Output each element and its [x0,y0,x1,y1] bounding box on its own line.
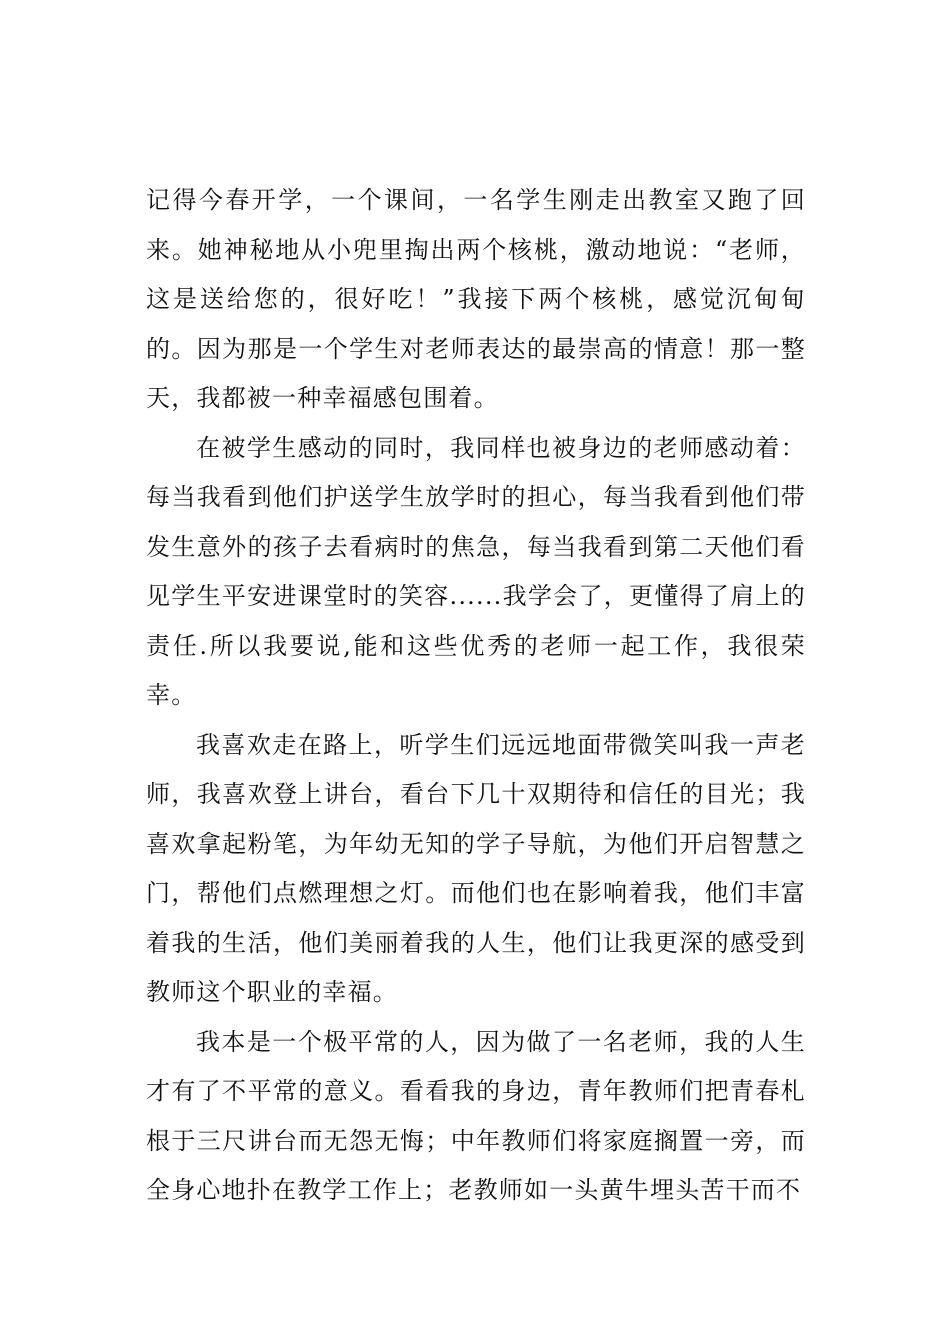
paragraph-2: 在被学生感动的同时，我同样也被身边的老师感动着：每当我看到他们护送学生放学时的担心，每当我看到他们带发生意外的孩子去看病时的焦急，每当我看到第二天他们看见学生平安进课堂时的笑容......我学会了，更懂得了肩上的责任.所以我要说,能和这些优秀的老师一起工作，我很荣幸。 [146,433,806,709]
document-body [146,176,806,1216]
paragraph-4: 我本是一个极平常的人，因为做了一名老师，我的人生才有了不平常的意义。看看我的身边，青年教师们把青春札根于三尺讲台而无怨无悔；中年教师们将家庭搁置一旁，而全身心地扑在教学工作上；老教师如一头黄牛埋头苦干而不 [146,1027,806,1204]
paragraph-1: 记得今春开学，一个课间，一名学生刚走出教室又跑了回来。她神秘地从小兜里掏出两个核桃，激动地说：“老师，这是送给您的，很好吃！”我接下两个核桃，感觉沉甸甸的。因为那是一个学生对老师表达的最崇高的情意！那一整天，我都被一种幸福感包围着。 [146,186,806,412]
paragraph-3: 我喜欢走在路上，听学生们远远地面带微笑叫我一声老师，我喜欢登上讲台，看台下几十双期待和信任的目光；我喜欢拿起粉笔，为年幼无知的学子导航，为他们开启智慧之门，帮他们点燃理想之灯。而他们也在影响着我，他们丰富着我的生活，他们美丽着我的人生，他们让我更深的感受到教师这个职业的幸福。 [146,730,806,1006]
